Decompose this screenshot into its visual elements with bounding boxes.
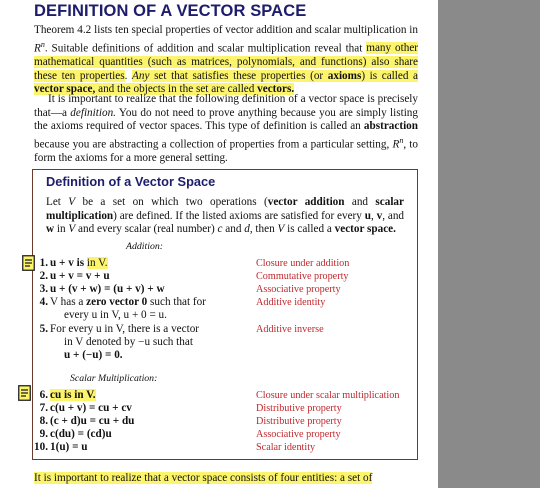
viewer-side-panel[interactable] (438, 0, 540, 488)
axiom-8 (39, 415, 250, 428)
text-run: and (222, 223, 245, 236)
text-run: , then (249, 223, 278, 236)
box-intro (46, 196, 404, 237)
property-2: Commutative property (256, 271, 349, 282)
text-run: V (277, 223, 285, 236)
section-title: DEFINITION OF A VECTOR SPACE (34, 2, 307, 20)
property-8: Distributive property (256, 416, 342, 427)
abstraction-paragraph (34, 93, 418, 166)
text-run: c (217, 223, 223, 236)
axiom-text: c(u + v) = cu + cv (50, 402, 132, 414)
axiom-10 (34, 441, 250, 454)
text-run: abstraction (363, 120, 418, 133)
text-run: , and (382, 209, 405, 222)
axiom-6 (39, 389, 250, 402)
text-run: vectors. (257, 83, 295, 96)
axiom-text: c(du) = (cd)u (50, 428, 112, 440)
text-run: V (68, 196, 76, 208)
property-5: Additive inverse (256, 324, 324, 335)
text-run: . Suitable definitions of addition and scalar multiplication reveal that (44, 42, 367, 55)
axiom-number: 2. (39, 270, 48, 282)
text-run: and every scalar (real number) (75, 223, 218, 236)
text-run: be a set on which two operations ( (75, 196, 268, 208)
addition-label: Addition: (126, 241, 164, 252)
axiom-5 (39, 323, 250, 363)
text-run: vector space. (334, 223, 396, 236)
axiom-text: 1(u) = u (50, 441, 88, 453)
axiom-text: u + v is (50, 257, 87, 269)
text-run: w (46, 223, 55, 236)
axiom-number: 7. (39, 402, 48, 414)
property-6: Closure under scalar multiplication (256, 390, 400, 401)
axiom-4 (39, 296, 250, 322)
note-icon[interactable] (18, 385, 31, 401)
text-run: Let (46, 196, 69, 208)
property-10: Scalar identity (256, 442, 316, 453)
property-3: Associative property (256, 284, 341, 295)
axiom-text: zero vector 0 (86, 296, 148, 308)
axiom-number: 5. (39, 323, 48, 335)
text-run: V (68, 223, 76, 236)
axiom-text: u + v = v + u (50, 270, 110, 282)
axiom-text: For every u in V, there is a vector (50, 323, 200, 335)
text-run: and the objects in the set are called (95, 83, 258, 96)
text-run: scalar multiplication (46, 196, 404, 222)
text-run: . (124, 69, 133, 82)
rn-superscript: n (399, 135, 404, 145)
bottom-paragraph (34, 472, 418, 486)
axiom-number: 4. (39, 296, 48, 308)
scalar-label: Scalar Multiplication: (70, 373, 158, 384)
rn-symbol: R (34, 42, 41, 55)
axiom-number: 8. (39, 415, 48, 427)
text-run: is called a (284, 223, 335, 236)
intro-paragraph (34, 24, 418, 97)
rn-superscript: n (40, 39, 45, 49)
axiom-text: such that for (147, 296, 206, 308)
axiom-highlight[interactable]: cu is in V. (50, 389, 96, 401)
text-run: d (244, 223, 250, 236)
text-run: , to form the axioms for a more general setting. (34, 138, 418, 165)
highlight-1[interactable]: many other mathematical quantities (such as matrices, polynomials, and functions) also share these ten properties (34, 42, 419, 82)
axiom-number: 10. (34, 441, 48, 453)
rn-symbol: R (392, 138, 400, 151)
axiom-number: 3. (39, 283, 48, 295)
text-run: definition. (70, 106, 116, 119)
text-run: Any (132, 69, 150, 82)
text-run: You do not need to prove anything because you are simply listing the axioms required of vector spaces. This type of definition is called an (34, 106, 418, 133)
axiom-highlight[interactable]: in V. (86, 257, 108, 269)
property-1: Closure under addition (256, 258, 350, 269)
text-run: ) is called a (361, 69, 419, 82)
axiom-1 (39, 257, 250, 270)
text-run: , (370, 209, 377, 222)
text-run: u (364, 209, 371, 222)
axiom-3 (39, 283, 250, 296)
axiom-7 (39, 402, 250, 415)
axiom-text: V has a (50, 296, 87, 308)
text-run: and (344, 196, 376, 208)
text-run: vector addition (267, 196, 345, 208)
property-7: Distributive property (256, 403, 342, 414)
property-9: Associative property (256, 429, 341, 440)
axiom-text: in V denoted by −u such that (64, 336, 193, 349)
text-run: v (376, 209, 383, 222)
box-title: Definition of a Vector Space (46, 174, 216, 189)
axiom-number: 6. (39, 389, 48, 401)
text-run: set that satisfies these properties (or (149, 69, 328, 82)
axiom-9 (39, 428, 250, 441)
text-run: axioms (327, 69, 362, 82)
bottom-highlight[interactable]: It is important to realize that a vector space consists of four entities: a set of (34, 472, 373, 484)
axiom-text: u + (−u) = 0. (64, 349, 123, 362)
axiom-text: every u in V, u + 0 = u. (64, 309, 167, 322)
axiom-number: 9. (39, 428, 48, 440)
text-run: in (54, 223, 69, 236)
text-run: vector space, (34, 83, 96, 96)
text-run: because you are abstracting a collection of properties from a particular setting, (34, 138, 393, 151)
axiom-text: (c + d)u = cu + du (50, 415, 135, 427)
axiom-number: 1. (39, 257, 48, 269)
text-run: It is important to realize that the following definition of a vector space is precisely that—a (34, 93, 418, 119)
axiom-text: u + (v + w) = (u + v) + w (50, 283, 165, 295)
axiom-2 (39, 270, 250, 283)
text-run: ) are defined. If the listed axioms are satisfied for every (113, 209, 365, 222)
property-4: Additive identity (256, 297, 326, 308)
text-run: Theorem 4.2 lists ten special properties of vector addition and scalar multiplication in (34, 24, 418, 36)
